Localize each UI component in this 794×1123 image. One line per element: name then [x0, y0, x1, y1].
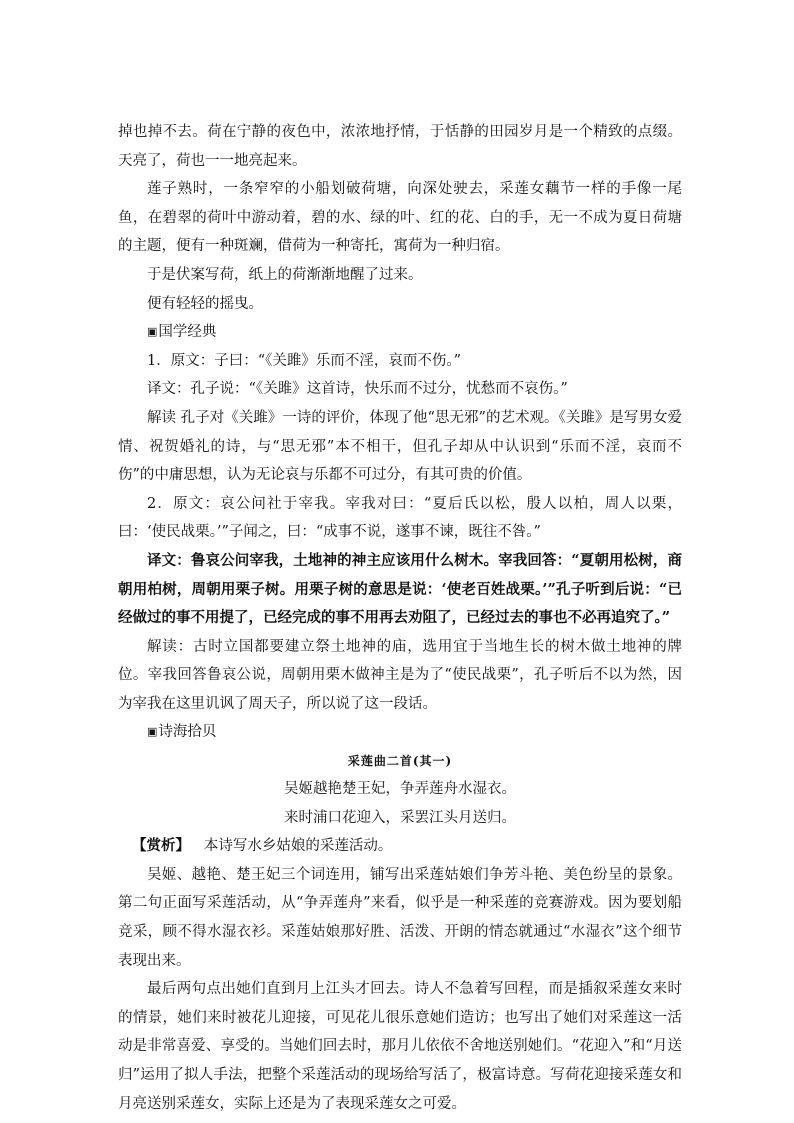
section-heading-shihai — [118, 718, 682, 747]
section-marker-icon: ▣ — [147, 725, 158, 739]
item2-translation: 译文：鲁哀公问宰我，土地神的神主应该用什么树木。宰我回答：“夏朝用松树，商朝用柏树，周朝用栗子树。用栗子树的意思是说：‘使老百姓战栗。’”孔子听到后说：“已经做过的事不用提了，已经完成的事不用再去劝阻了，已经过去的事也不必再追究了。” — [118, 551, 682, 627]
item1-translation: 译文：孔子说：“《关雎》这首诗，快乐而不过分，忧愁而不哀伤。” — [147, 381, 568, 398]
appreciation-label: 【赏析】 — [132, 837, 190, 855]
intro-paragraph-3: 于是伏案写荷，纸上的荷渐渐地醒了过来。 — [147, 266, 423, 283]
item1-original-text: 1．原文：子曰：“《关雎》乐而不淫，哀而不伤。” — [147, 352, 462, 369]
poem-line-1: 吴姬越艳楚王妃，争弄莲舟水湿衣。 — [284, 781, 516, 798]
poem-line-2: 来时浦口花迎入，采罢江头月送归。 — [284, 809, 516, 826]
item1-interpretation: 解读 孔子对《关雎》一诗的评价，体现了他“思无邪”的艺术观。《关雎》是写男女爱情、祝贺婚礼的诗，与“思无邪”本不相干，但孔子却从中认识到“乐而不淫，哀而不伤”的中庸思想，认为无论哀与乐都不可过分，有其可贵的价值。 — [118, 409, 682, 484]
item2-original-text: 2．原文：哀公问社于宰我。宰我对曰：“夏后氏以松，殷人以柏，周人以栗，曰：‘使民战栗。’”子闻之，曰：“成事不说，遂事不谏，既往不咎。” — [118, 495, 682, 541]
analysis-paragraph-1: 吴姬、越艳、楚王妃三个词连用，铺写出采莲姑娘们争芳斗艳、美色纷呈的景象。第二句正面写采莲活动，从“争弄莲舟”来看，似乎是一种采莲的竞赛游戏。因为要划船竞采，顾不得水湿衣衫。采莲姑娘那好胜、活泼、开朗的情态就通过“水湿衣”这个细节表现出来。 — [118, 866, 682, 969]
poem-title: 采莲曲二首(其一) — [347, 754, 453, 769]
appreciation-intro — [118, 832, 682, 861]
analysis-paragraph-2: 最后两句点出她们直到月上江头才回去。诗人不急着写回程，而是插叙采莲女来时的情景，她们来时被花儿迎接，可见花儿很乐意她们造访；也写出了她们对采莲这一活动是非常喜爱、享受的。当她们回去时，那月儿依依不舍地送别她们。“花迎入”和“月送归”运用了拟人手法，把整个采莲活动的现场给写活了，极富诗意。写荷花迎接采莲女和月亮送别采莲女，实际上还是为了表现采莲女之可爱。 — [118, 981, 682, 1112]
appreciation-summary: 本诗写水乡姑娘的采莲活动。 — [203, 838, 393, 855]
item2-interpretation: 解读：古时立国都要建立祭土地神的庙，选用宜于当地生长的树木做土地神的牌位。宰我回答鲁哀公说，周朝用栗木做神主是为了“使民战栗”，孔子听后不以为然，因为宰我在这里讥讽了周天子，所以说了这一段话。 — [118, 638, 682, 712]
section-title: 诗海拾贝 — [158, 724, 217, 741]
intro-paragraph-4: 便有轻轻的摇曳。 — [147, 295, 263, 312]
section-marker-icon: ▣ — [147, 325, 158, 339]
intro-paragraph-2: 莲子熟时，一条窄窄的小船划破荷塘，向深处驶去，采莲女藕节一样的手像一尾鱼，在碧翠的荷叶中游动着，碧的水、绿的叶、红的花、白的手，无一不成为夏日荷塘的主题，便有一种斑斓，借荷为一种寄托，寓荷为一种归宿。 — [118, 181, 682, 255]
section-heading-guoxue — [118, 318, 682, 347]
intro-paragraph-1: 掉也掉不去。荷在宁静的夜色中，浓浓地抒情，于恬静的田园岁月是一个精致的点缀。天亮了，荷也一一地亮起来。 — [118, 124, 682, 169]
section-title: 国学经典 — [158, 324, 217, 341]
